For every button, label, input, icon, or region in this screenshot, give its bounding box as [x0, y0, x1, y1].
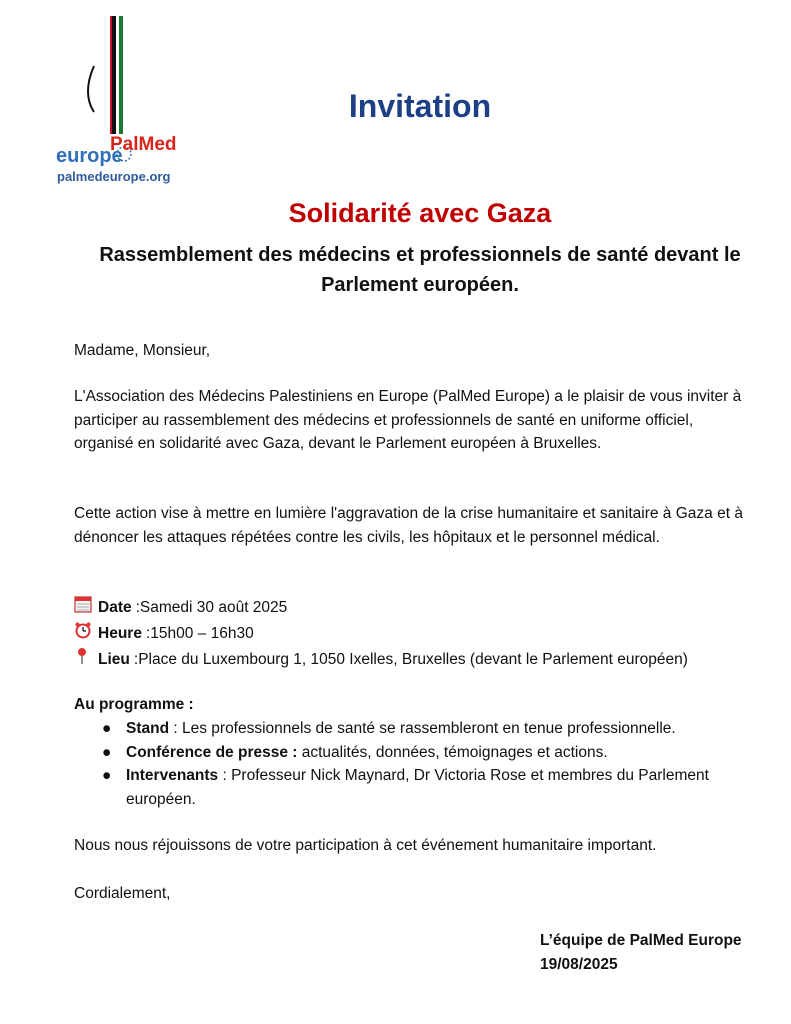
- list-item: [92, 717, 752, 741]
- closing-sentence: Nous nous réjouissons de votre participation à cet événement humanitaire important.: [74, 837, 657, 854]
- bullet-icon: ●: [102, 767, 112, 784]
- pin-icon: [74, 647, 96, 673]
- detail-date: [74, 595, 754, 621]
- paragraph-intro: L'Association des Médecins Palestiniens en Europe (PalMed Europe) a le plaisir de vous inviter à participer au rassemblement des médecins et professionnels de santé en uniforme officiel, organisé en solidarité avec Gaza, devant le Parlement européen à Bruxelles.: [74, 388, 742, 452]
- detail-location: [74, 647, 754, 673]
- programme-item-label: Stand: [126, 720, 170, 737]
- alarm-clock-icon: [74, 621, 96, 647]
- headline: Solidarité avec Gaza: [288, 198, 552, 228]
- signature-date: 19/08/2025: [540, 956, 618, 973]
- detail-date-sep: :: [135, 599, 140, 617]
- detail-time: [74, 621, 754, 647]
- programme-item-label: Intervenants: [126, 767, 219, 784]
- logo-palmed-text: PalMed: [110, 134, 177, 155]
- detail-time-label: Heure: [98, 625, 142, 643]
- programme-list: [92, 717, 752, 811]
- detail-location-label: Lieu: [98, 651, 130, 669]
- logo-website: palmedeurope.org: [57, 169, 171, 184]
- bullet-icon: ●: [102, 743, 112, 761]
- event-details: [74, 595, 754, 673]
- programme-item-text: Les professionnels de santé se rassembleront en tenue professionnelle.: [181, 720, 676, 737]
- signature-team: L’équipe de PalMed Europe: [540, 932, 742, 949]
- detail-location-sep: :: [133, 651, 139, 669]
- subheadline: Rassemblement des médecins et professionnels de santé devant le Parlement européen.: [99, 244, 741, 296]
- signature-block: [540, 929, 742, 977]
- detail-date-label: Date: [98, 599, 132, 617]
- programme-item-sep: :: [218, 767, 232, 784]
- paragraph-purpose: Cette action vise à mettre en lumière l'aggravation de la crise humanitaire et sanitaire à Gaza et à dénoncer les attaques répétées contre les civils, les hôpitaux et le personnel médical.: [74, 505, 743, 546]
- programme-item-sep: :: [169, 720, 182, 737]
- programme-item-text: actualités, données, témoignages et actions.: [301, 743, 608, 761]
- detail-time-sep: :: [145, 625, 151, 643]
- detail-time-value: 15h00 – 16h30: [150, 625, 254, 643]
- programme-title: Au programme :: [74, 696, 194, 713]
- bullet-icon: ●: [102, 720, 112, 737]
- detail-date-value: Samedi 30 août 2025: [139, 599, 288, 617]
- calendar-icon: [74, 595, 96, 621]
- signoff: Cordialement,: [74, 885, 171, 902]
- salutation: Madame, Monsieur,: [74, 342, 211, 359]
- list-item: [92, 764, 752, 811]
- detail-location-value: Place du Luxembourg 1, 1050 Ixelles, Bruxelles (devant le Parlement européen): [138, 651, 688, 669]
- list-item: [92, 741, 752, 765]
- document-title: Invitation: [348, 88, 492, 124]
- programme-item-label: Conférence de presse :: [126, 743, 298, 761]
- programme-item-text: Professeur Nick Maynard, Dr Victoria Rose et membres du Parlement européen.: [126, 767, 709, 808]
- logo-europe-text: europe: [56, 145, 123, 167]
